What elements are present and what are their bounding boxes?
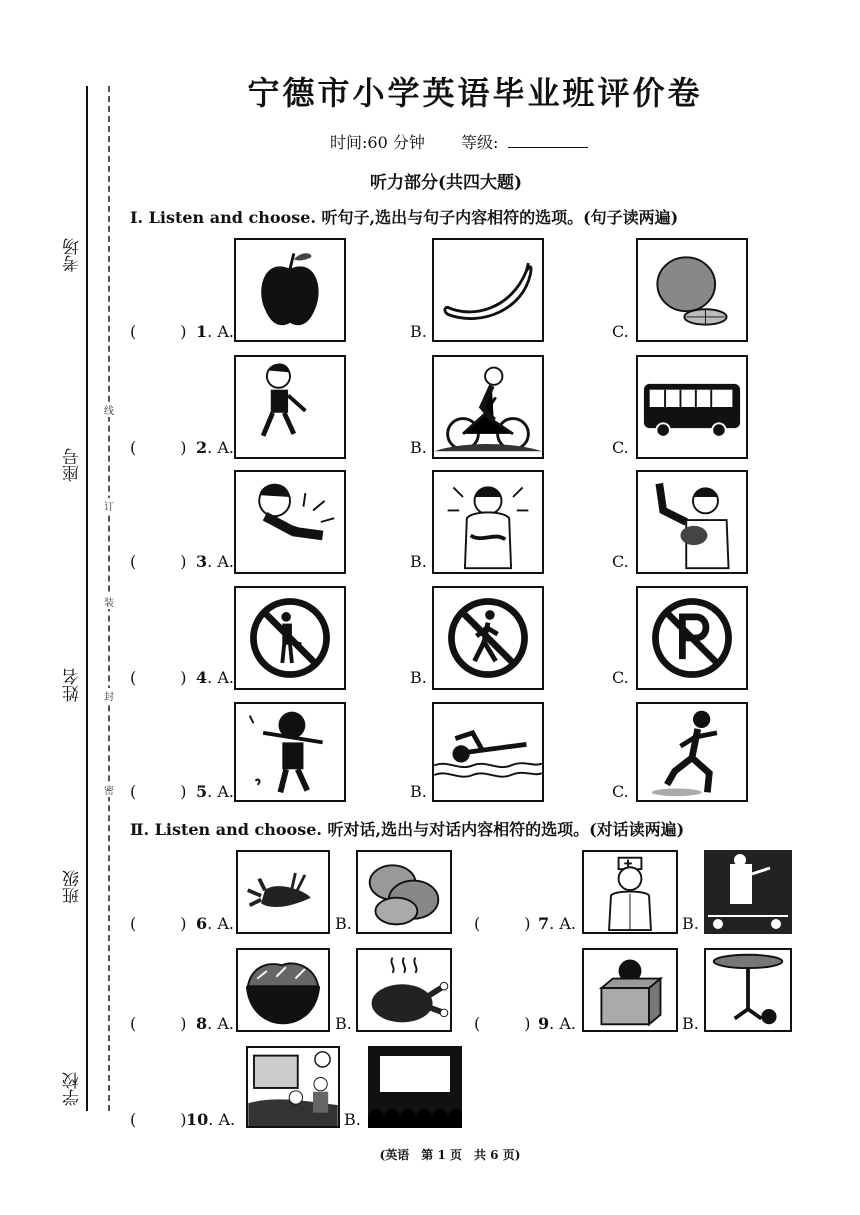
option-label: B. <box>335 1014 352 1033</box>
carrot-icon <box>238 852 328 932</box>
answer-paren[interactable]: ( ) <box>130 322 187 341</box>
option-5a[interactable] <box>234 702 346 802</box>
answer-paren[interactable]: ( ) <box>130 1014 187 1033</box>
option-4b[interactable] <box>432 586 544 690</box>
option-8a[interactable] <box>236 948 330 1032</box>
option-label: B. <box>410 438 427 457</box>
grade-blank[interactable] <box>508 133 588 148</box>
lemon-icon <box>638 240 746 340</box>
watching-tv-icon <box>248 1048 338 1126</box>
field-seat-number: 座号 <box>63 448 83 482</box>
option-6a[interactable] <box>236 850 330 934</box>
apple-icon <box>236 240 344 340</box>
option-1c[interactable] <box>636 238 748 342</box>
option-4a[interactable] <box>234 586 346 690</box>
page-title: 宁德市小学英语毕业班评价卷 <box>247 74 703 112</box>
hurt-arm-icon <box>638 472 746 572</box>
option-label: C. <box>612 782 629 801</box>
part-heading: 听力部分(共四大题) <box>370 173 523 193</box>
question-number: 7. A. <box>538 914 576 933</box>
option-3b[interactable] <box>432 470 544 574</box>
answer-paren[interactable]: ( ) <box>130 668 187 687</box>
banana-icon <box>434 240 542 340</box>
field-name: 姓名 <box>63 668 83 702</box>
cookies-icon <box>358 852 450 932</box>
option-label: C. <box>612 438 629 457</box>
hurt-leg-icon <box>236 472 344 572</box>
option-label: C. <box>612 552 629 571</box>
option-7a[interactable] <box>582 850 678 934</box>
option-label: B. <box>682 1014 699 1033</box>
answer-paren[interactable]: ( ) <box>474 914 531 933</box>
option-label: B. <box>410 668 427 687</box>
ball-under-table-icon <box>706 950 790 1030</box>
option-5c[interactable] <box>636 702 748 802</box>
walking-boy-icon <box>236 357 344 457</box>
option-8b[interactable] <box>356 948 452 1032</box>
option-7b[interactable] <box>704 850 792 934</box>
answer-paren[interactable]: ( ) <box>130 782 187 801</box>
option-2b[interactable] <box>432 355 544 459</box>
option-label: B. <box>682 914 699 933</box>
seal-mark: 封 <box>104 688 114 703</box>
stomachache-icon <box>434 472 542 572</box>
option-label: C. <box>612 322 629 341</box>
option-1b[interactable] <box>432 238 544 342</box>
salad-icon <box>238 950 328 1030</box>
seal-mark: 订 <box>104 498 114 513</box>
playing-flute-icon <box>236 704 344 800</box>
question-number: 6. A. <box>196 914 234 933</box>
option-9b[interactable] <box>704 948 792 1032</box>
no-parking-sign-icon <box>638 588 746 688</box>
question-number: 3. A. <box>196 552 234 571</box>
doctor-icon <box>584 852 676 932</box>
ball-on-box-icon <box>584 950 676 1030</box>
option-3a[interactable] <box>234 470 346 574</box>
page-footer: (英语 第 1 页 共 6 页) <box>379 1148 521 1162</box>
answer-paren[interactable]: ( ) <box>130 438 187 457</box>
cyclist-icon <box>434 357 542 457</box>
question-number: 8. A. <box>196 1014 234 1033</box>
question-number: 9. A. <box>538 1014 576 1033</box>
option-10b[interactable] <box>368 1046 462 1128</box>
binding-line <box>86 86 88 1111</box>
seal-mark: 装 <box>104 594 114 609</box>
swimming-icon <box>434 704 542 800</box>
option-2c[interactable] <box>636 355 748 459</box>
option-5b[interactable] <box>432 702 544 802</box>
option-2a[interactable] <box>234 355 346 459</box>
answer-paren[interactable]: ( ) <box>130 914 187 933</box>
answer-paren[interactable]: ( ) <box>130 1110 187 1129</box>
option-10a[interactable] <box>246 1046 340 1128</box>
section-1-heading: Ⅰ. Listen and choose. 听句子,选出与句子内容相符的选项。(句子读两遍) <box>130 208 679 227</box>
option-label: B. <box>410 552 427 571</box>
field-exam-room: 考场 <box>63 238 83 272</box>
no-littering-sign-icon <box>236 588 344 688</box>
option-label: B. <box>335 914 352 933</box>
no-walking-sign-icon <box>434 588 542 688</box>
roast-chicken-icon <box>358 950 450 1030</box>
option-label: C. <box>612 668 629 687</box>
option-1a[interactable] <box>234 238 346 342</box>
question-number: 4. A. <box>196 668 234 687</box>
question-number: 10. A. <box>186 1110 236 1129</box>
option-label: B. <box>410 782 427 801</box>
option-label: B. <box>344 1110 361 1129</box>
field-class: 班级 <box>63 870 83 904</box>
option-3c[interactable] <box>636 470 748 574</box>
option-6b[interactable] <box>356 850 452 934</box>
option-label: B. <box>410 322 427 341</box>
field-school: 学校 <box>63 1072 83 1106</box>
option-9a[interactable] <box>582 948 678 1032</box>
question-number: 5. A. <box>196 782 234 801</box>
bus-icon <box>638 357 746 457</box>
cinema-icon <box>368 1046 462 1128</box>
option-4c[interactable] <box>636 586 748 690</box>
answer-paren[interactable]: ( ) <box>130 552 187 571</box>
question-number: 2. A. <box>196 438 234 457</box>
grade-label: 等级: <box>461 133 499 152</box>
section-2-heading: Ⅱ. Listen and choose. 听对话,选出与对话内容相符的选项。(对话读两遍) <box>130 820 685 839</box>
answer-paren[interactable]: ( ) <box>474 1014 531 1033</box>
exam-meta <box>330 130 588 153</box>
running-icon <box>638 704 746 800</box>
seal-mark: 密 <box>104 782 114 797</box>
time-label: 时间:60 分钟 <box>330 133 425 152</box>
seal-mark: 线 <box>104 402 114 417</box>
question-number: 1. A. <box>196 322 234 341</box>
teacher-icon <box>704 850 792 934</box>
